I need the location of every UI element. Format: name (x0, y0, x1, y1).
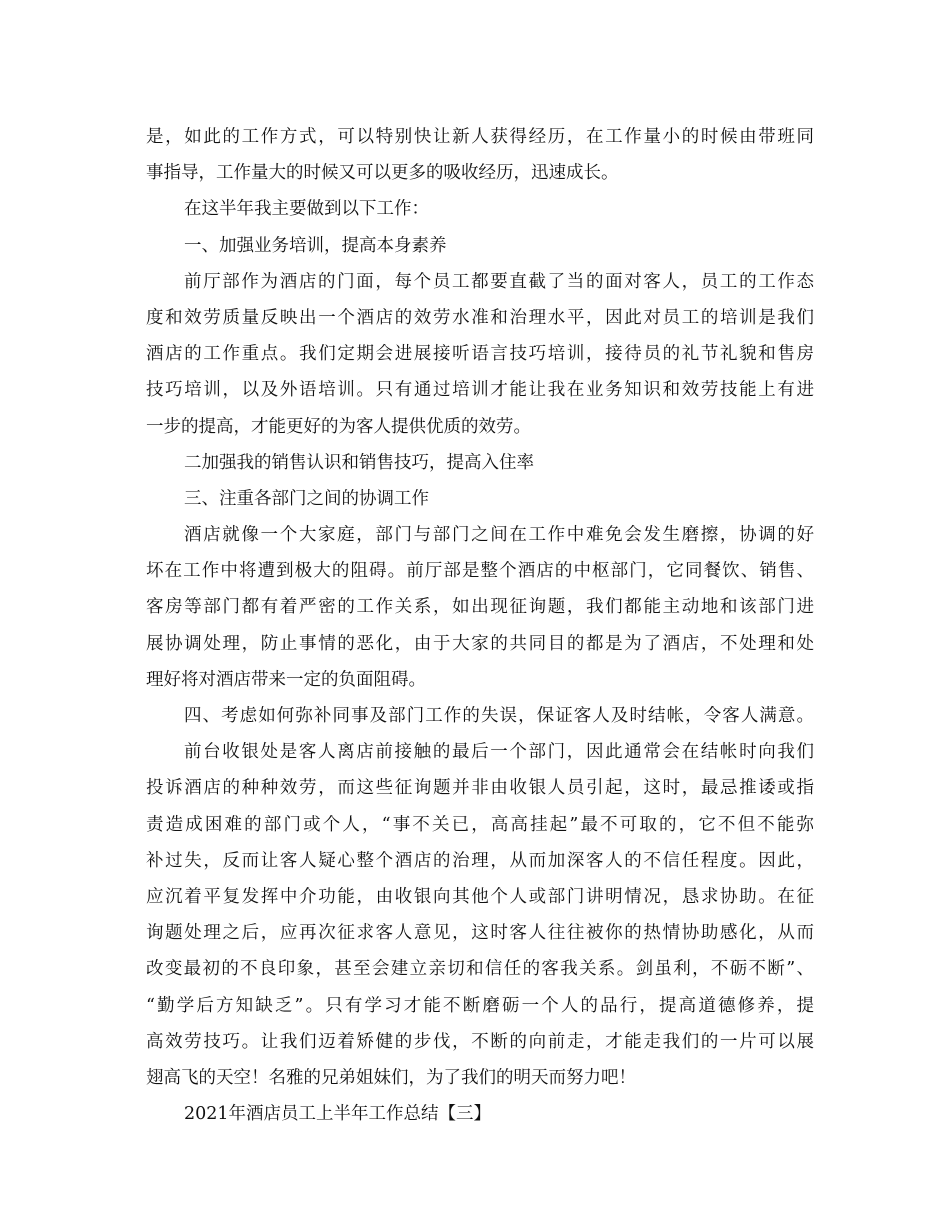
text-line: 理好将对酒店带来一定的负面阻碍。 (146, 669, 426, 690)
text-line: 一、加强业务培训，提高本身素养 (184, 235, 447, 256)
text-line: 补过失，反而让客人疑心整个酒店的治理，从而加深客人的不信任程度。因此， (146, 850, 814, 871)
text-line: 应沉着平复发挥中介功能，由收银向其他个人或部门讲明情况，恳求协助。在征 (146, 886, 814, 907)
text-line: 询题处理之后，应再次征求客人意见，这时客人往往被你的热情协助感化，从而 (146, 923, 814, 944)
text-line: 是，如此的工作方式，可以特别快让新人获得经历，在工作量小的时候由带班同 (146, 127, 814, 147)
text-line: 高效劳技巧。让我们迈着矫健的步伐，不断的向前走，才能走我们的一片可以展 (146, 1031, 814, 1052)
text-line: 2021年酒店员工上半年工作总结【三】 (184, 1104, 492, 1125)
text-line: 在这半年我主要做到以下工作： (184, 199, 429, 220)
text-line: 酒店就像一个大家庭，部门与部门之间在工作中难免会发生磨擦，协调的好 (184, 525, 814, 546)
text-line: 投诉酒店的种种效劳，而这些征询题并非由收银人员引起，这时，最忌推诿或指 (146, 778, 814, 799)
text-line: 三、注重各部门之间的协调工作 (184, 488, 429, 509)
text-line: “勤学后方知缺乏”。只有学习才能不断磨砺一个人的品行，提高道德修养，提 (146, 995, 814, 1016)
text-line: 客房等部门都有着严密的工作关系，如出现征询题，我们都能主动地和该部门进 (146, 597, 814, 618)
text-line: 责造成困难的部门或个人，“事不关已，高高挂起”最不可取的，它不但不能弥 (146, 814, 814, 835)
text-line: 技巧培训，以及外语培训。只有通过培训才能让我在业务知识和效劳技能上有进 (146, 380, 814, 401)
text-line: 翅高飞的天空！名雅的兄弟姐妹们，为了我们的明天而努力吧！ (146, 1067, 636, 1088)
text-line: 事指导，工作量大的时候又可以更多的吸收经历，迅速成长。 (146, 163, 619, 184)
text-line: 坏在工作中将遭到极大的阻碍。前厅部是整个酒店的中枢部门，它同餐饮、销售、 (146, 561, 814, 582)
text-line: 前台收银处是客人离店前接触的最后一个部门，因此通常会在结帐时向我们 (184, 742, 814, 763)
text-line: 改变最初的不良印象，甚至会建立亲切和信任的客我关系。剑虽利，不砺不断”、 (146, 959, 814, 980)
text-line: 度和效劳质量反映出一个酒店的效劳水准和治理水平，因此对员工的培训是我们 (146, 307, 814, 328)
text-line: 二加强我的销售认识和销售技巧，提高入住率 (184, 452, 534, 473)
document-body (146, 119, 814, 1132)
text-line: 前厅部作为酒店的门面，每个员工都要直截了当的面对客人，员工的工作态 (184, 271, 814, 292)
text-line: 一步的提高，才能更好的为客人提供优质的效劳。 (146, 416, 531, 437)
text-line: 酒店的工作重点。我们定期会进展接听语言技巧培训，接待员的礼节礼貌和售房 (146, 344, 814, 365)
text-line: 展协调处理，防止事情的恶化，由于大家的共同目的都是为了酒店，不处理和处 (146, 633, 814, 654)
text-line: 四、考虑如何弥补同事及部门工作的失误，保证客人及时结帐，令客人满意。 (184, 706, 814, 726)
